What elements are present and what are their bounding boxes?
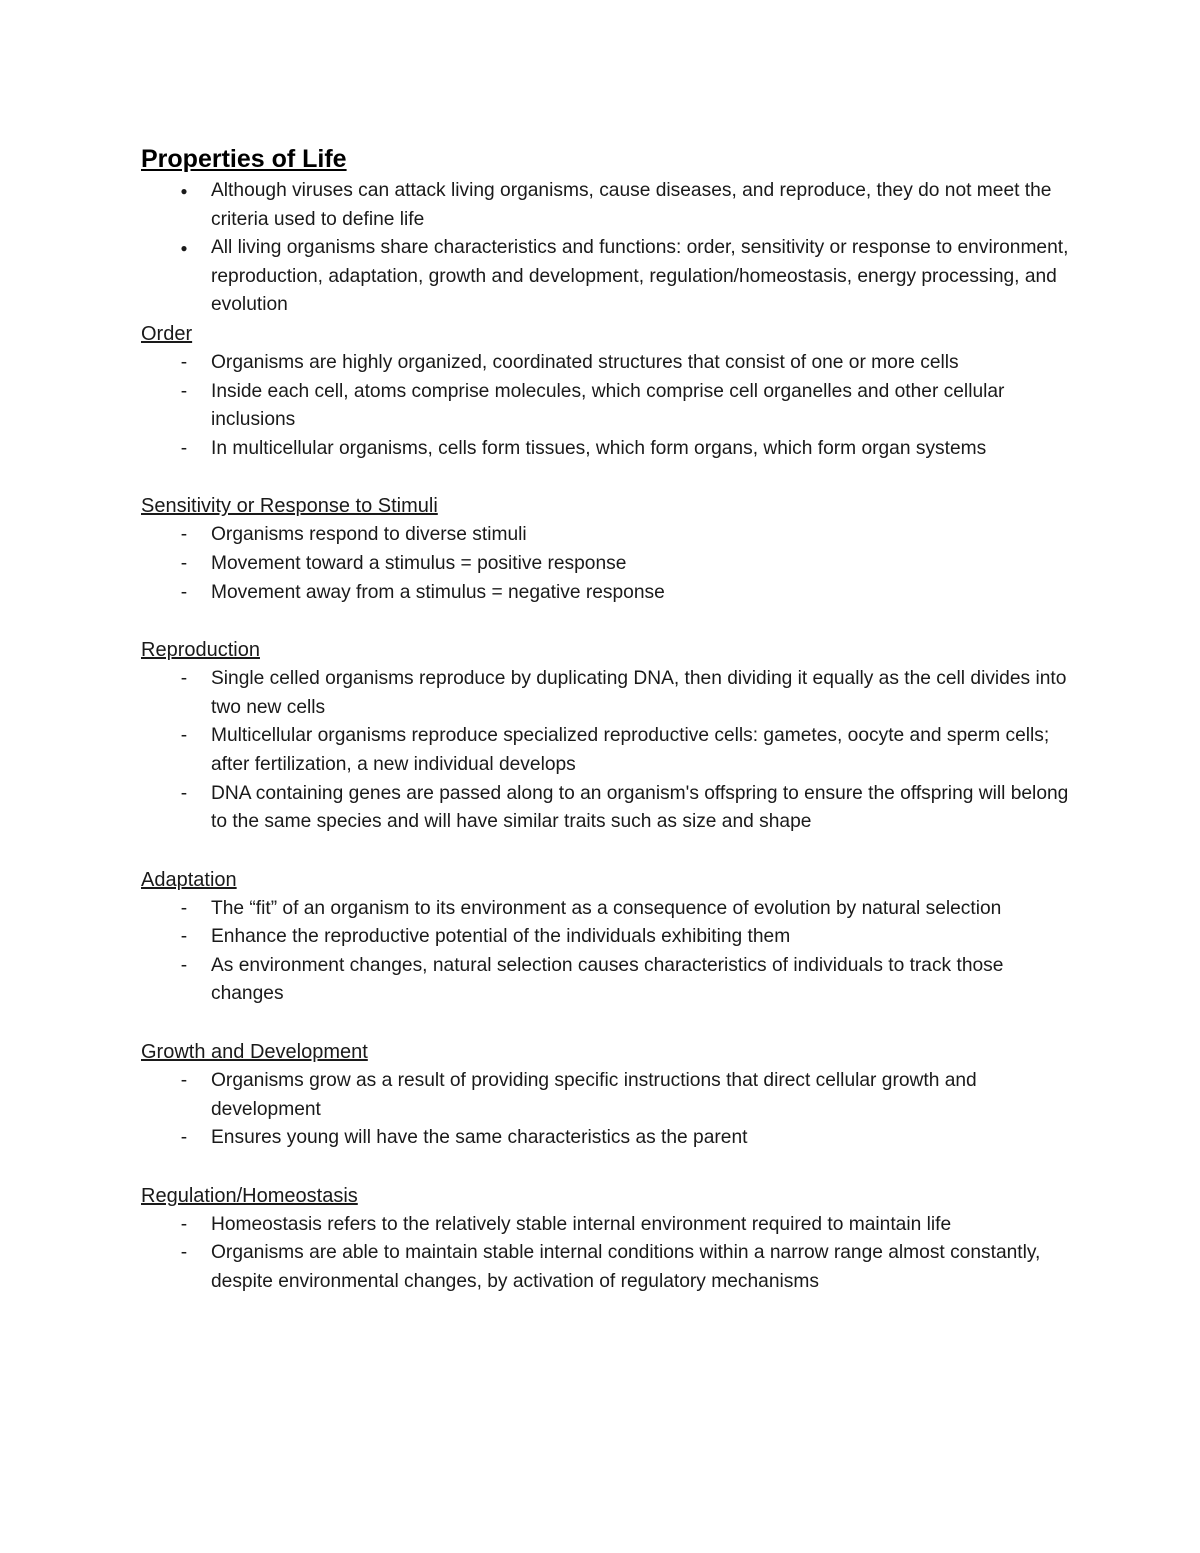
list-item	[141, 1124, 1070, 1153]
section-spacer	[141, 1009, 1070, 1038]
dash-marker: -	[180, 668, 188, 690]
dash-marker: -	[180, 1242, 188, 1264]
section-spacer	[141, 607, 1070, 636]
dash-marker: -	[180, 524, 188, 546]
bullet-icon: ●	[180, 184, 188, 198]
dash-marker: -	[180, 1127, 188, 1149]
dash-marker: -	[180, 897, 188, 919]
section-spacer	[141, 1153, 1070, 1182]
section-heading-regulation: Regulation/Homeostasis	[141, 1184, 358, 1207]
section-heading-adaptation: Adaptation	[141, 868, 237, 891]
dash-marker: -	[180, 1213, 188, 1235]
list-item	[141, 378, 1070, 435]
list-item-text: Ensures young will have the same characteristics as the parent	[211, 1127, 748, 1149]
list-item	[141, 521, 1070, 550]
dash-marker: -	[180, 954, 188, 976]
list-item	[141, 923, 1070, 952]
list-item	[141, 952, 1070, 1009]
dash-marker: -	[180, 782, 188, 804]
dash-marker: -	[180, 581, 188, 603]
list-item	[141, 177, 1070, 234]
section-list-growth	[141, 1067, 1070, 1153]
list-item	[141, 665, 1070, 722]
list-item	[141, 550, 1070, 579]
list-item-text: Organisms grow as a result of providing specific instructions that direct cellular growth and development	[211, 1070, 977, 1120]
section-list-order	[141, 349, 1070, 463]
list-item-text: All living organisms share characteristics and functions: order, sensitivity or response to environment, reproduction, adaptation, growth and development, regulation/homeostasis, energy processing, and evolution	[211, 237, 1069, 316]
section-list-regulation	[141, 1211, 1070, 1297]
list-item-text: Organisms respond to diverse stimuli	[211, 524, 527, 546]
list-item-text: Enhance the reproductive potential of the individuals exhibiting them	[211, 926, 791, 948]
section-list-reproduction	[141, 665, 1070, 837]
section-list-adaptation	[141, 895, 1070, 1009]
list-item-text: Although viruses can attack living organisms, cause diseases, and reproduce, they do not meet the criteria used to define life	[211, 180, 1052, 230]
list-item	[141, 722, 1070, 779]
list-item	[141, 349, 1070, 378]
list-item-text: In multicellular organisms, cells form tissues, which form organs, which form organ systems	[211, 437, 987, 459]
list-item	[141, 579, 1070, 608]
list-item-text: Single celled organisms reproduce by duplicating DNA, then dividing it equally as the cell divides into two new cells	[211, 668, 1067, 718]
dash-marker: -	[180, 552, 188, 574]
dash-marker: -	[180, 926, 188, 948]
document-title: Properties of Life	[141, 145, 347, 173]
list-item	[141, 1211, 1070, 1240]
list-item	[141, 780, 1070, 837]
list-item	[141, 435, 1070, 464]
list-item-text: Movement toward a stimulus = positive response	[211, 552, 627, 574]
section-list-sensitivity	[141, 521, 1070, 607]
list-item-text: Organisms are highly organized, coordinated structures that consist of one or more cells	[211, 351, 959, 373]
section-spacer	[141, 463, 1070, 492]
dash-marker: -	[180, 725, 188, 747]
list-item	[141, 895, 1070, 924]
list-item-text: Multicellular organisms reproduce specialized reproductive cells: gametes, oocyte and sperm cells; after fertilization, a new individual develops	[211, 725, 1050, 775]
list-item-text: DNA containing genes are passed along to an organism's offspring to ensure the offspring will belong to the same species and will have similar traits such as size and shape	[211, 782, 1069, 833]
section-heading-reproduction: Reproduction	[141, 639, 260, 662]
dash-marker: -	[180, 437, 188, 459]
list-item	[141, 234, 1070, 320]
bullet-icon: ●	[180, 241, 188, 256]
intro-list	[141, 177, 1070, 320]
section-heading-sensitivity: Sensitivity or Response to Stimuli	[141, 495, 438, 518]
list-item-text: The “fit” of an organism to its environment as a consequence of evolution by natural selection	[211, 897, 1002, 919]
list-item-text: Homeostasis refers to the relatively stable internal environment required to maintain life	[211, 1213, 952, 1235]
list-item	[141, 1239, 1070, 1296]
list-item-text: As environment changes, natural selection causes characteristics of individuals to track those changes	[211, 954, 1004, 1005]
list-item	[141, 1067, 1070, 1124]
dash-marker: -	[180, 380, 188, 402]
section-spacer	[141, 837, 1070, 866]
list-item-text: Inside each cell, atoms comprise molecules, which comprise cell organelles and other cellular inclusions	[211, 380, 1005, 431]
list-item-text: Movement away from a stimulus = negative response	[211, 581, 665, 603]
section-heading-order: Order	[141, 322, 193, 345]
dash-marker: -	[180, 351, 188, 373]
dash-marker: -	[180, 1070, 188, 1092]
section-heading-growth: Growth and Development	[141, 1041, 368, 1064]
list-item-text: Organisms are able to maintain stable internal conditions within a narrow range almost constantly, despite environmental changes, by activation of regulatory mechanisms	[211, 1242, 1041, 1293]
